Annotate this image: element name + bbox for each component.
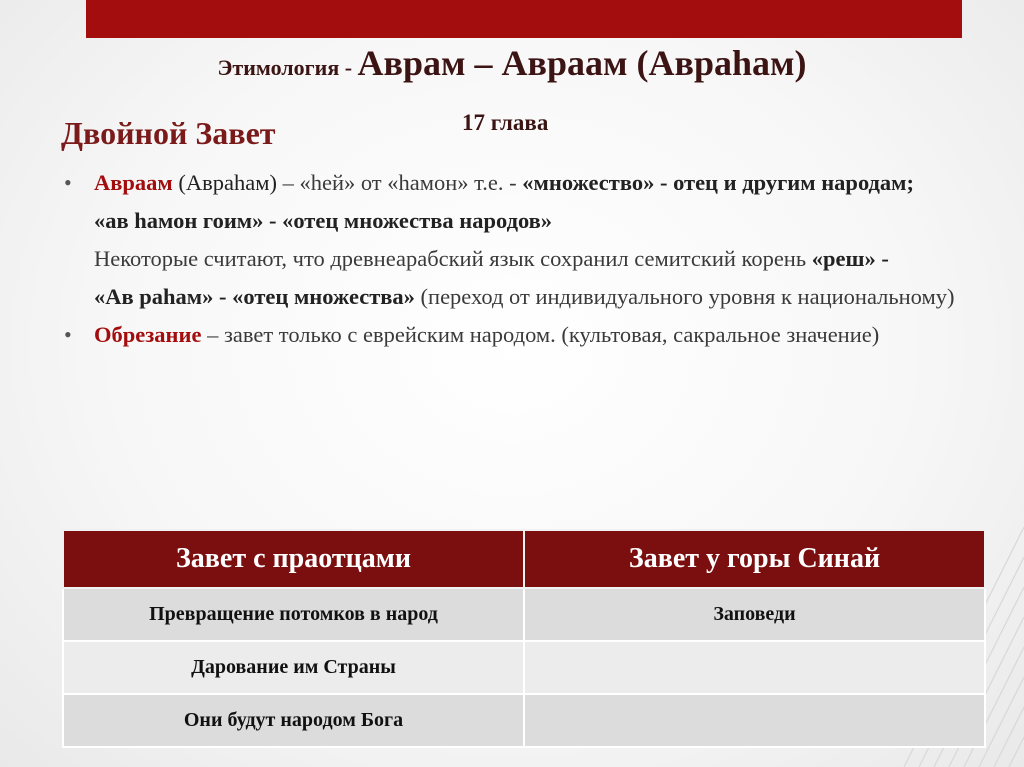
table-cell: Они будут народом Бога — [63, 694, 524, 747]
covenant-table — [62, 529, 986, 748]
paragraph-av-hamon-goim: «ав hамон гоим» - «отец множества народов» — [94, 208, 553, 233]
bullet-avraam: • Авраам (Авраhам) – «hей» от «hамон» т.е. - «множество» - отец и другим народам; — [64, 168, 986, 197]
table-cell: Дарование им Страны — [63, 641, 524, 694]
bullet-obrezanie: • Обрезание – завет только с еврейским народом. (культовая, сакральное значение) — [64, 320, 986, 349]
title-main: Аврам – Авраам (Авраhам) — [357, 43, 807, 83]
slide-body — [64, 168, 986, 358]
term-obrezanie: Обрезание — [94, 322, 202, 347]
top-accent-bar — [86, 0, 962, 38]
table-row — [63, 588, 985, 641]
table-header-row — [63, 530, 985, 588]
table-cell: Превращение потомков в народ — [63, 588, 524, 641]
table-row — [63, 641, 985, 694]
paragraph-arabic-root: Некоторые считают, что древнеарабский язык сохранил семитский корень «реш» - — [94, 246, 889, 271]
term-avraam: Авраам — [94, 170, 173, 195]
title-prefix: Этимология - — [217, 55, 358, 80]
table-header-cell: Завет у горы Синай — [524, 530, 985, 588]
table-cell — [524, 694, 985, 747]
paragraph-av-raham: «Ав раhам» - «отец множества» (переход от индивидуального уровня к национальному) — [94, 284, 955, 309]
table-cell: Заповеди — [524, 588, 985, 641]
chapter-label: 17 глава — [462, 110, 549, 135]
subtitle: Двойной Завет — [61, 115, 276, 151]
table-header-cell: Завет с праотцами — [63, 530, 524, 588]
slide-title — [0, 42, 1024, 84]
table-row — [63, 694, 985, 747]
table-cell — [524, 641, 985, 694]
